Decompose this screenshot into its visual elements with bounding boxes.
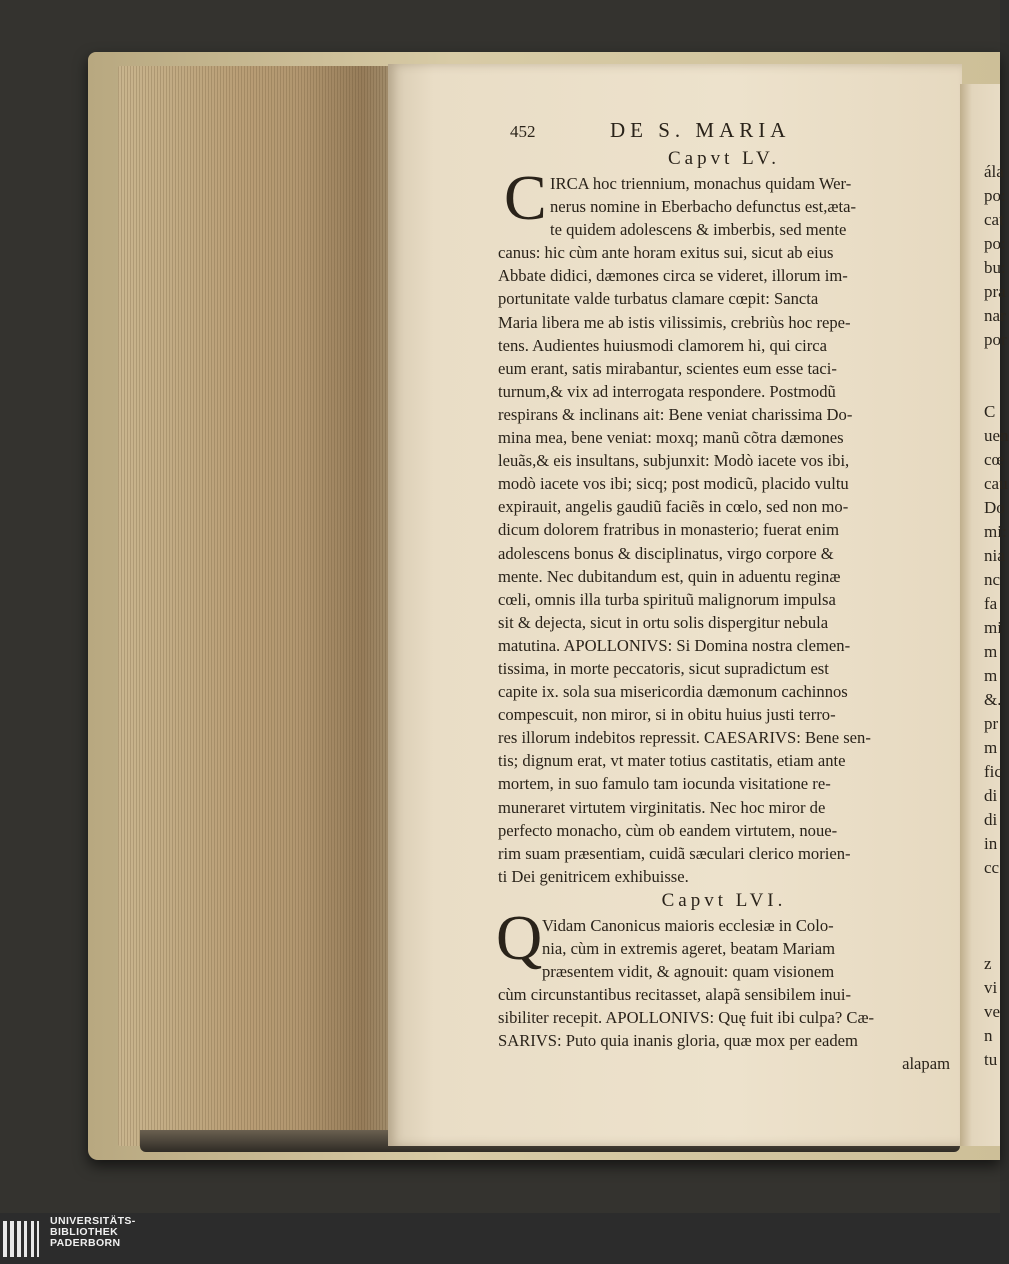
facing-page-fragment: in <box>984 834 998 853</box>
library-name-line-1: UNIVERSITÄTS- <box>50 1215 136 1227</box>
facing-page-fragment: cau <box>984 474 1008 493</box>
facing-page-fragment: pra <box>984 282 1006 301</box>
text-line: portunitate valde turbatus clamare cœpit: Sancta <box>498 289 819 309</box>
library-logo-text <box>50 1216 136 1249</box>
text-line: capite ix. sola sua misericordia dæmonum cachinnos <box>498 682 848 702</box>
text-line: cœli, omnis illa turba spirituũ malignorum impulsa <box>498 589 836 609</box>
text-line: muneraret virtutem virginitatis. Nec hoc miror de <box>498 797 826 817</box>
library-name-line-2: BIBLIOTHEK <box>50 1226 119 1238</box>
facing-page-fragment: mi: <box>984 522 1007 541</box>
drop-cap-c: C <box>504 162 547 233</box>
facing-page-fragment: po: <box>984 234 1006 253</box>
facing-page-fragment: fic <box>984 762 1002 781</box>
text-line: te quidem adolescens & imberbis, sed mente <box>550 220 847 240</box>
facing-page-fragment: di <box>984 810 998 829</box>
chapter-56-heading: Capvt LVI. <box>661 889 787 911</box>
facing-page-fragment: di <box>984 786 998 805</box>
facing-page-fragment: n <box>984 1026 993 1045</box>
text-line: compescuit, non miror, si in obitu huius justi terro- <box>498 705 836 725</box>
facing-page-fragment: po: <box>984 186 1006 205</box>
text-line: nia, cùm in extremis ageret, beatam Mariam <box>542 939 836 958</box>
facing-page-fragment <box>984 352 1000 376</box>
facing-page-fragment: mi <box>984 618 1002 637</box>
facing-page-fragment: nia <box>984 546 1005 565</box>
facing-page-fragment: ve <box>984 1002 1001 1021</box>
text-line: mente. Nec dubitandum est, quin in aduentu reginæ <box>498 566 841 586</box>
gutter-shadow <box>300 66 392 1146</box>
text-line: matutina. APOLLONIVS: Si Domina nostra clemen- <box>498 635 851 655</box>
text-line: canus: hic cùm ante horam exitus sui, sicut ab eius <box>498 243 834 263</box>
facing-page-fragment: tu <box>984 1050 998 1069</box>
facing-page-fragment <box>984 928 1000 952</box>
chapter-56-text <box>496 901 950 1076</box>
text-line: res illorum indebitos repressit. CAESARIVS: Bene sen- <box>498 728 871 748</box>
page-text <box>498 118 950 1076</box>
chapter-55-text <box>498 162 950 888</box>
library-footer <box>0 1213 1000 1264</box>
facing-page-fragment: fa <box>984 594 998 613</box>
facing-page-fragment: nc <box>984 570 1001 589</box>
text-line: Maria libera me ab istis vilissimis, crebriùs hoc repe- <box>498 312 851 332</box>
library-logo-icon <box>3 1221 43 1257</box>
text-line: SARIVS: Puto quia inanis gloria, quæ mox per eadem <box>498 1031 858 1051</box>
text-line: Abbate didici, dæmones circa se videret, illorum im- <box>498 266 848 286</box>
facing-page-fragment: Do <box>984 498 1005 517</box>
facing-page-fragment <box>984 904 1000 928</box>
facing-page-fragment: m <box>984 666 998 685</box>
drop-cap-q: Q <box>496 901 543 973</box>
text-line: mortem, in suo famulo tam iocunda visitatione re- <box>498 774 831 794</box>
facing-page-edge <box>960 84 1009 1146</box>
text-line: cùm circunstantibus recitasset, alapã sensibilem inui- <box>498 985 851 1005</box>
facing-page-fragment <box>984 376 1000 400</box>
facing-page-fragment: cc <box>984 858 1000 877</box>
text-line: leuãs,& eis insultans, subjunxit: Modò iacete vos ibi, <box>498 451 850 471</box>
text-line: perfecto monacho, cùm ob eandem virtutem, noue- <box>498 820 838 840</box>
facing-page-fragment: C <box>984 402 996 421</box>
text-line: IRCA hoc triennium, monachus quidam Wer- <box>550 174 852 193</box>
facing-page-fragment <box>984 880 1000 904</box>
facing-page-fragment: uen <box>984 426 1009 445</box>
running-title: DE S. MARIA <box>610 118 791 142</box>
facing-page-fragment: por <box>984 330 1007 349</box>
catchword: alapam <box>902 1054 950 1074</box>
text-line: mina mea, bene veniat: moxq; manũ cõtra dæmones <box>498 428 844 448</box>
page-number: 452 <box>510 122 536 141</box>
text-line: adolescens bonus & disciplinatus, virgo corpore & <box>498 543 834 563</box>
facing-page-fragment: cat <box>984 210 1004 229</box>
text-line: expirauit, angelis gaudiũ faciẽs in cœlo, sed non mo- <box>498 497 849 517</box>
text-line: rim suam præsentiam, cuidã sæculari clerico morien- <box>498 843 851 863</box>
facing-page-fragment: m <box>984 642 998 661</box>
facing-page-fragment: ála <box>984 162 1004 181</box>
facing-page-fragments <box>960 160 1009 1072</box>
facing-page-fragment: pr <box>984 714 999 733</box>
library-name-line-3: PADERBORN <box>50 1237 121 1249</box>
facing-page-fragment: bu: <box>984 258 1006 277</box>
text-line: eum erant, satis mirabantur, scientes eum esse taci- <box>498 358 837 378</box>
text-line: sit & dejecta, sicut in ortu solis dispergitur nebula <box>498 612 829 632</box>
text-line: turnum,& vix ad interrogata respondere. Postmodũ <box>498 381 836 401</box>
facing-page-fragment: nar <box>984 306 1006 325</box>
text-line: tens. Audientes huiusmodi clamorem hi, qui circa <box>498 335 828 355</box>
text-line: præsentem vidit, & agnouit: quam visionem <box>542 962 835 982</box>
running-header <box>498 118 950 148</box>
text-line: dicum dolorem fratribus in monasterio; fuerat enim <box>498 520 839 540</box>
facing-page-fragment: m <box>984 738 998 757</box>
text-line: modò iacete vos ibi; sicq; post modicũ, placido vultu <box>498 474 849 494</box>
facing-page-fragment: z <box>984 954 992 973</box>
text-line: tissima, in morte peccatoris, sicut supradictum est <box>498 658 829 678</box>
chapter-55-heading: Capvt LV. <box>667 148 781 169</box>
text-line: Vidam Canonicus maioris ecclesiæ in Colo- <box>542 915 834 935</box>
text-line: sibiliter recepit. APOLLONIVS: Quę fuit ibi culpa? Cæ- <box>498 1008 875 1028</box>
text-line: respirans & inclinans ait: Bene veniat charissima Do- <box>498 404 853 424</box>
chapter-56-lines <box>498 914 950 1053</box>
chapter-55-lines <box>498 172 950 888</box>
facing-page-fragment: cœ <box>984 450 1004 469</box>
text-line: nerus nomine in Eberbacho defunctus est,æta- <box>550 197 856 217</box>
facing-page-fragment: vi <box>984 978 998 997</box>
text-line: tis; dignum erat, vt mater totius castitatis, etiam ante <box>498 751 846 771</box>
text-line: ti Dei genitricem exhibuisse. <box>498 866 689 886</box>
facing-page-fragment: &. <box>984 690 1002 709</box>
